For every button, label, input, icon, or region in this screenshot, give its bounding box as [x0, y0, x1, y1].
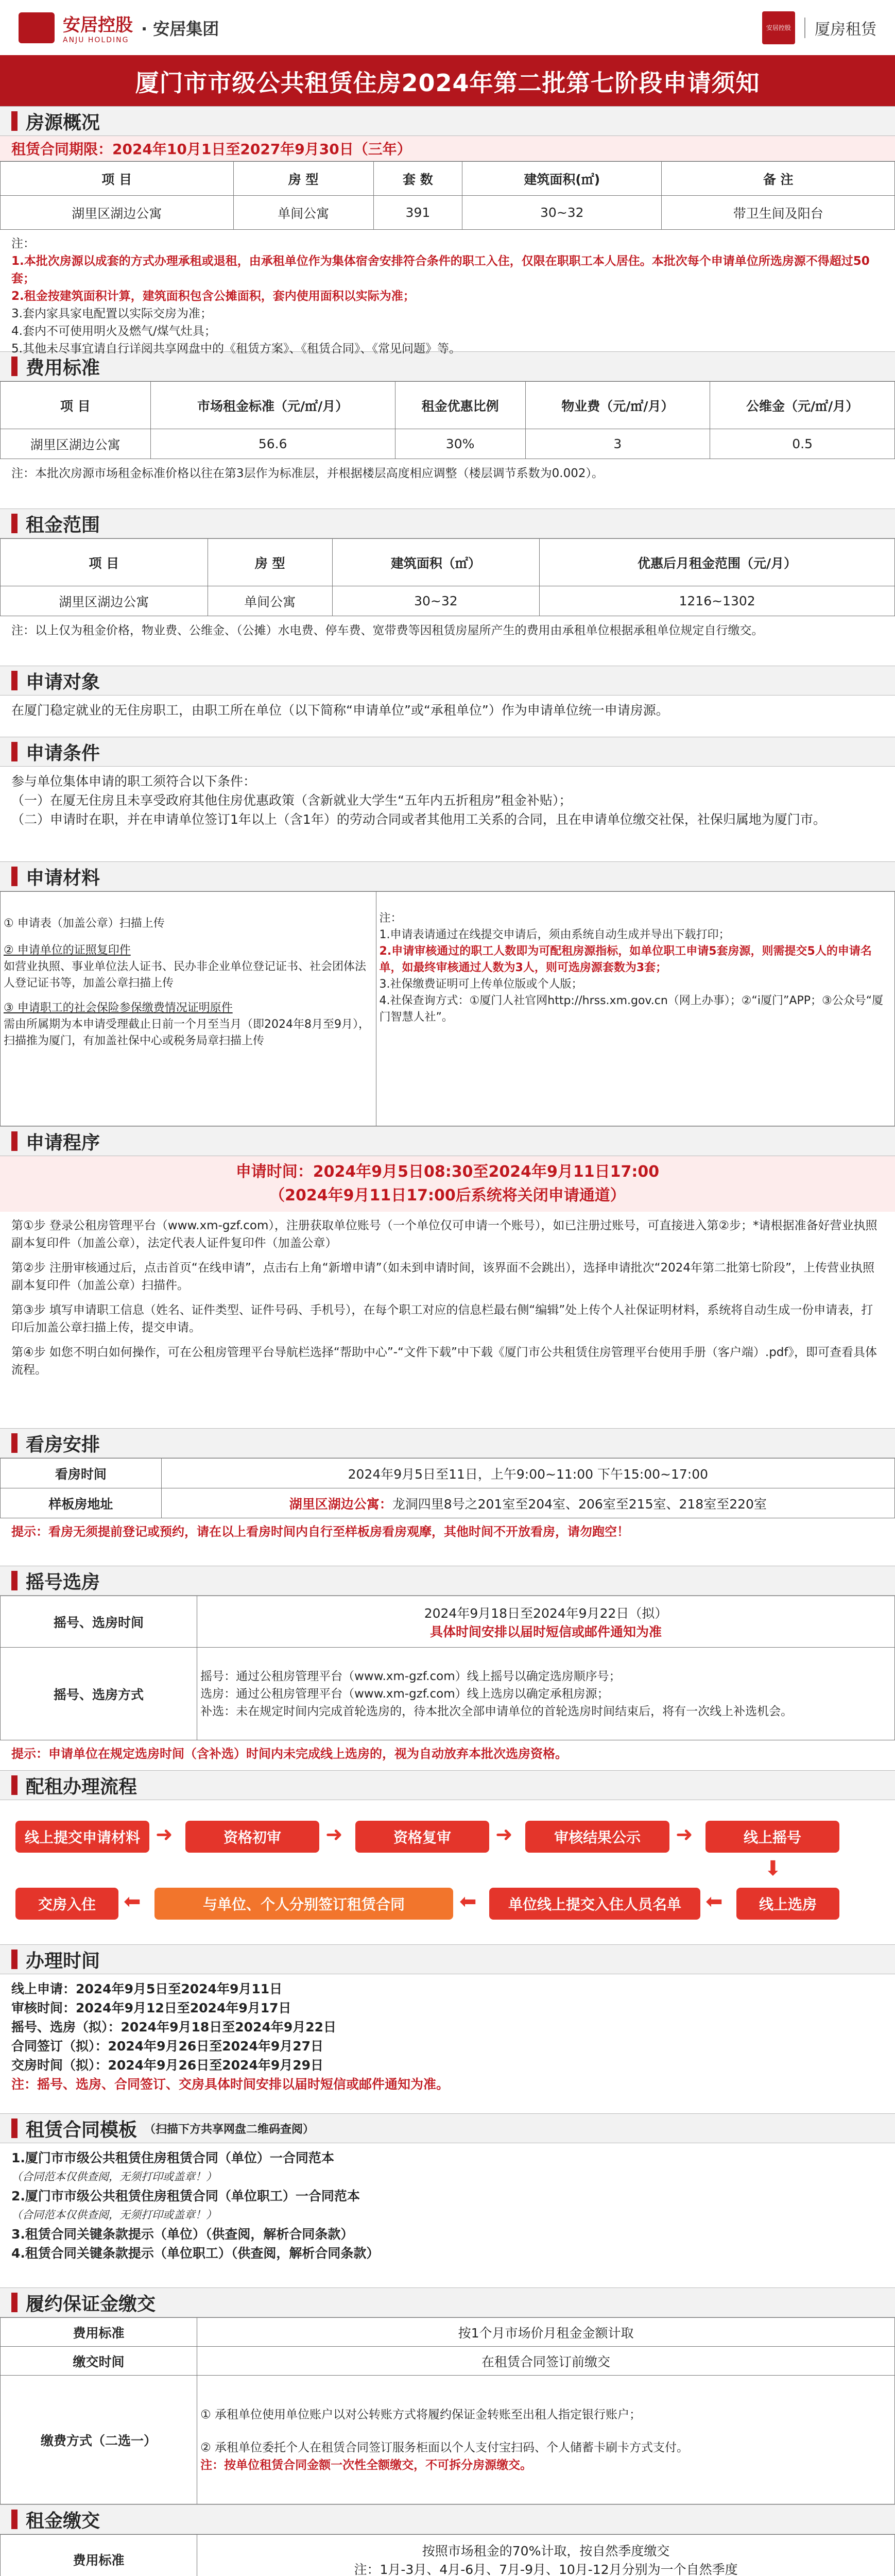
section-title: 房源概况 — [26, 112, 100, 133]
section-applicant — [0, 666, 895, 696]
schedule-list: 线上申请：2024年9月5日至2024年9月11日 审核时间：2024年9月12日至2024年9月17日 摇号、选房（拟）：2024年9月18日至2024年9月22日 合同签订（拟）：2024年9月26日至2024年9月27日 交房时间（拟）：2024年9月26日至2024年9月29日 注：摇号、选房、合同签订、交房具体时间安排以届时短信或邮件通知为准。 — [11, 1981, 450, 2092]
section-title: 履约保证金缴交 — [26, 2293, 156, 2315]
section-title: 申请条件 — [26, 742, 100, 764]
td: 湖里区湖边公寓 — [1, 196, 234, 230]
arrow-left-icon: ⬅ — [124, 1890, 141, 1913]
anju-logo-icon — [19, 12, 55, 43]
section-rent-pay — [0, 2504, 895, 2534]
arrow-right-icon: ➜ — [156, 1823, 173, 1846]
lease-period: 租赁合同期限：2024年10月1日至2027年9月30日（三年） — [0, 136, 895, 161]
page-title: 厦门市市级公共租赁住房2024年第二批第七阶段申请须知 — [0, 57, 895, 106]
procedure-steps: 第①步 登录公租房管理平台（www.xm-gzf.com），注册获取单位账号（一个单位仅可申请一个账号），如已注册过账号，可直接进入第②步；*请根据准备好营业执照副本复印件（加盖公章），法定代表人证件复印件（加盖公章） 第②步 注册审核通过后，点击首页“在线申请”，点击右上角“新增申请”（如未到申请时间，该界面不会跳出），选择申请批次“2024年第二批第七阶段”，上传营业执照副本复印件（加盖公章）扫描件。 第③步 填写申请职工信息（姓名、证件类型、证件号码、手机号），在每个职工对应的信息栏最右侧“编辑”处上传个人社保证明材料，系统将自动生成一份申请表，打印后加盖公章扫描上传，提交申请。 第④步 如您不明白如何操作，可在公租房管理平台导航栏选择“帮助中心”-“文件下载”中下载《厦门市公共租赁住房管理平台使用手册（客户端）.pdf》，即可查看具体流程。 — [11, 1219, 877, 1377]
section-flow — [0, 1770, 895, 1800]
anju-badge-icon: 安居控股 — [762, 11, 795, 44]
section-title: 租金范围 — [26, 514, 100, 536]
arrow-right-icon: ➜ — [676, 1823, 693, 1846]
section-bar-icon — [11, 671, 18, 690]
rent-pay-table: 费用标准 按照市场租金的70%计取，按自然季度缴交 注：1月-3月、4月-6月、7月-9月、10月-12月分别为一个自然季度 — [0, 2534, 895, 2576]
section-title: 办理时间 — [26, 1950, 100, 1972]
flow-step: 单位线上提交入住人员名单 — [489, 1888, 700, 1920]
arrow-left-icon: ⬅ — [705, 1890, 723, 1913]
section-schedule — [0, 1944, 895, 1974]
section-title: 申请材料 — [26, 867, 100, 889]
section-bar-icon — [11, 1131, 18, 1151]
th: 房 型 — [233, 162, 373, 196]
flow-step: 审核结果公示 — [525, 1821, 669, 1853]
th: 套 数 — [373, 162, 462, 196]
section-title: 租赁合同模板 — [26, 2119, 137, 2141]
section-title: 申请对象 — [26, 671, 100, 693]
section-title: 申请程序 — [26, 1132, 100, 1154]
section-bar-icon — [11, 1775, 18, 1795]
section-bar-icon — [11, 1433, 18, 1453]
fee-note: 注：本批次房源市场租金标准价格以往在第3层作为标准层，并根据楼层高度相应调整（楼层调节系数为0.002）。 — [11, 467, 604, 480]
flow-step: 资格初审 — [185, 1821, 319, 1853]
flow-step: 线上选房 — [736, 1888, 839, 1920]
section-bar-icon — [11, 514, 18, 533]
th: 备 注 — [662, 162, 895, 196]
section-rent-range — [0, 509, 895, 538]
th: 建筑面积(㎡) — [462, 162, 662, 196]
materials-table: ① 申请表（加盖公章）扫描上传 ② 申请单位的证照复印件 如营业执照、事业单位法人证书、民办非企业单位登记证书、社会团体法人登记证书等，加盖公章扫描上传 ③ 申请职工的社会保险参保缴费情况证明原件 需由所属期为本申请受理截止日前一个月至当月（即2024年8月至9月），扫描推为厦门，有加盖社保中心或税务局章扫描上传 注： 1.申请表请通过在线提交申请后，须由系统自动生成并导出下载打印； 2.申请审核通过的职工人数即为可配租房源指标，如单位职工申请5套房源，则需提交5人的申请名单，如最终审核通过人数为3人，则可选房源套数为3套； 3.社保缴费证明可上传单位版或个人版； 4.社保查询方式：①厦门人社官网http://hrss.xm.gov.cn（网上办事）；②“i厦门”APP；③公众号“厦门智慧人社”。 — [0, 891, 895, 1126]
deposit-table: 费用标准 按1个月市场价月租金金额计取 缴交时间 在租赁合同签订前缴交 缴费方式（二选一） ① 承租单位使用单位账户以对公转账方式将履约保证金转账至出租人指定银行账户； ② 承租单位委托个人在租赁合同签订服务柜面以个人支付宝扫码、个人储蓄卡刷卡方式支付。 注：按单位租赁合同金额一次性全额缴交，不可拆分房源缴交。 — [0, 2317, 895, 2504]
section-conditions — [0, 737, 895, 767]
conditions-text: 参与单位集体申请的职工须符合以下条件： （一）在厦无住房且未享受政府其他住房优惠政策（含新就业大学生“五年内五折租房”租金补贴）； （二）申请时在职，并在申请单位签订1年以上（含1年）的劳动合同或者其他用工关系的合同，且在申请单位缴交社保，社保归属地为厦门市。 — [11, 774, 826, 827]
logo-cn: 安居控股 — [63, 15, 133, 36]
section-housing — [0, 106, 895, 136]
logo-group: · 安居集团 — [141, 19, 219, 39]
arrow-right-icon: ➜ — [495, 1823, 513, 1846]
td: 带卫生间及阳台 — [662, 196, 895, 230]
section-bar-icon — [11, 2293, 18, 2312]
arrow-left-icon: ⬅ — [459, 1890, 477, 1913]
section-title: 租金缴交 — [26, 2510, 100, 2532]
section-deposit — [0, 2287, 895, 2317]
section-bar-icon — [11, 2510, 18, 2529]
section-bar-icon — [11, 742, 18, 761]
housing-notes: 注： 1.本批次房源以成套的方式办理承租或退租，由承租单位作为集体宿舍安排符合条件的职工入住，仅限在职职工本人居住。本批次每个申请单位所选房源不得超过50套； 2.租金按建筑面积计算，建筑面积包含公摊面积，套内使用面积以实际为准； 3.套内家具家电配置以实际交房为准； 4.套内不可使用明火及燃气/煤气灶具； 5.其他未尽事宜请自行详阅共享网盘中的《租赁方案》、《租赁合同》、《常见问题》等。 — [11, 237, 870, 355]
section-bar-icon — [11, 1571, 18, 1590]
lottery-table: 摇号、选房时间 2024年9月18日至2024年9月22日（拟） 具体时间安排以届时短信或邮件通知为准 摇号、选房方式 摇号：通过公租房管理平台（www.xm-gzf.com）线上摇号以确定选房顺序号； 选房：通过公租房管理平台（www.xm-gzf.com）线上选房以确定承租房源； 补选：未在规定时间内完成首轮选房的，待本批次全部申请单位的首轮选房时间结束后，将有一次线上补选机会。 — [0, 1596, 895, 1740]
applicant-text: 在厦门稳定就业的无住房职工，由职工所在单位（以下简称“申请单位”或“承租单位”）作为申请单位统一申请房源。 — [11, 703, 669, 718]
td: 单间公寓 — [233, 196, 373, 230]
th: 项 目 — [1, 162, 234, 196]
section-lottery — [0, 1566, 895, 1596]
viewing-tip: 提示：看房无须提前登记或预约，请在以上看房时间内自行至样板房看房观摩，其他时间不开放看房，请勿跑空！ — [11, 1524, 629, 1539]
section-bar-icon — [11, 357, 18, 376]
section-title: 摇号选房 — [26, 1571, 100, 1593]
housing-table — [0, 161, 895, 230]
viewing-table: 看房时间 2024年9月5日至11日，上午9:00~11:00 下午15:00~17:00 样板房地址 湖里区湖边公寓：龙洞四里8号之201室至204室、206室至215室、218室至220室 — [0, 1458, 895, 1518]
section-procedure — [0, 1126, 895, 1156]
anju-logo — [19, 11, 219, 44]
templates-list: 1.厦门市市级公共租赁住房租赁合同（单位）一合同范本 （合同范本仅供查阅，无须打印或盖章！） 2.厦门市市级公共租赁住房租赁合同（单位职工）一合同范本 （合同范本仅供查阅，无须打印或盖章！） 3.租赁合同关键条款提示（单位）（供查阅，解析合同条款） 4.租赁合同关键条款提示（单位职工）（供查阅，解析合同条款） — [11, 2150, 380, 2261]
flow-step: 线上摇号 — [705, 1821, 839, 1853]
arrow-right-icon: ➜ — [325, 1823, 343, 1846]
divider — [804, 18, 805, 38]
section-bar-icon — [11, 2119, 18, 2138]
logo-en: ANJU HOLDING — [63, 36, 129, 44]
application-time: 申请时间：2024年9月5日08:30至2024年9月11日17:00 （2024年9月11日17:00后系统将关闭申请通道） — [0, 1156, 895, 1212]
fee-table: 项 目 市场租金标准（元/㎡/月） 租金优惠比例 物业费（元/㎡/月） 公维金（元/㎡/月） 湖里区湖边公寓 56.6 30% 3 0.5 — [0, 381, 895, 459]
section-title: 费用标准 — [26, 357, 100, 379]
rent-range-table: 项 目 房 型 建筑面积（㎡） 优惠后月租金范围（元/月） 湖里区湖边公寓 单间公寓 30~32 1216~1302 — [0, 538, 895, 616]
lottery-tip: 提示：申请单位在规定选房时间（含补选）时间内未完成线上选房的，视为自动放弃本批次选房资格。 — [11, 1747, 567, 1761]
section-templates: 租赁合同模板 （扫描下方共享网盘二维码查阅） — [0, 2113, 895, 2143]
flow-step: 线上提交申请材料 — [15, 1821, 149, 1853]
td: 30~32 — [462, 196, 662, 230]
arrow-down-icon: ⬇ — [764, 1857, 782, 1880]
flow-step: 交房入住 — [15, 1888, 118, 1920]
section-viewing — [0, 1428, 895, 1458]
rent-range-note: 注：以上仅为租金价格，物业费、公维金、（公摊）水电费、停车费、宽带费等因租赁房屋所产生的费用由承租单位根据承租单位规定自行缴交。 — [11, 624, 764, 637]
section-bar-icon — [11, 111, 18, 131]
section-title: 看房安排 — [26, 1434, 100, 1455]
section-materials — [0, 861, 895, 891]
flow-diagram — [0, 1800, 895, 1944]
section-bar-icon — [11, 867, 18, 886]
section-bar-icon — [11, 1950, 18, 1969]
brand-header — [0, 0, 895, 57]
flow-step: 资格复审 — [355, 1821, 489, 1853]
brand-name: 厦房租赁 — [815, 20, 876, 39]
flow-step: 与单位、个人分别签订租赁合同 — [154, 1888, 453, 1920]
section-title: 配租办理流程 — [26, 1776, 137, 1798]
td: 391 — [373, 196, 462, 230]
